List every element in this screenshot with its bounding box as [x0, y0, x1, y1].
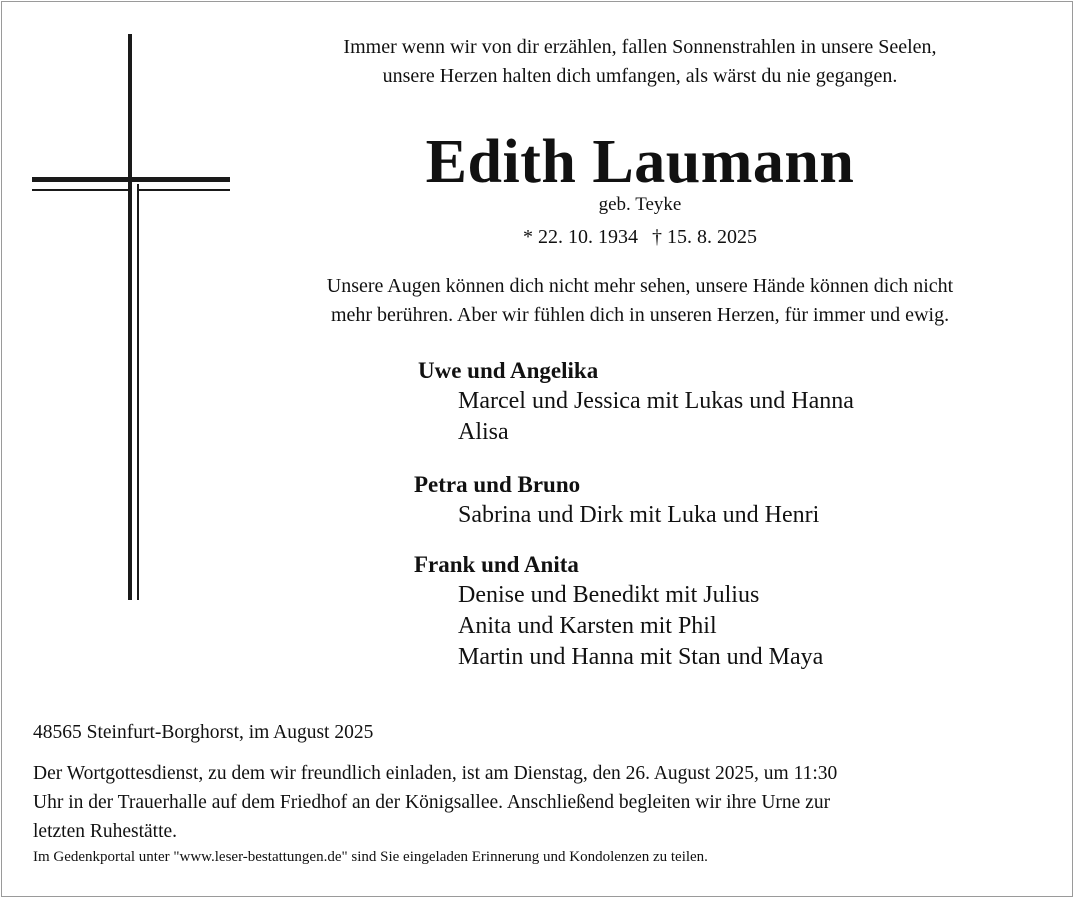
place-date: 48565 Steinfurt-Borghorst, im August 2025	[33, 722, 374, 743]
family-member: Alisa	[458, 419, 509, 445]
family-group	[414, 356, 1034, 448]
family-member: Denise und Benedikt mit Julius	[458, 582, 760, 608]
family-member: Sabrina und Dirk mit Luka und Henri	[458, 502, 820, 528]
opening-quote-line: Immer wenn wir von dir erzählen, fallen Sonnenstrahlen in unsere Seelen,	[343, 36, 937, 58]
family-group	[414, 550, 1034, 673]
closing-quote	[240, 272, 1040, 330]
family-head: Frank und Anita	[414, 552, 579, 577]
service-line: Uhr in der Trauerhalle auf dem Friedhof an der Königsallee. Anschließend begleiten wir ihre Urne zur	[33, 792, 831, 813]
family-head: Uwe und Angelika	[418, 358, 599, 383]
family-member: Martin und Hanna mit Stan und Maya	[458, 644, 824, 670]
life-dates	[240, 224, 1040, 250]
deceased-name: Edith Laumann	[425, 128, 855, 196]
birth-name: geb. Teyke	[598, 194, 682, 215]
service-line: Der Wortgottesdienst, zu dem wir freundlich einladen, ist am Dienstag, den 26. August 2025, um 11:30	[33, 763, 838, 784]
family-group	[414, 470, 1034, 531]
opening-quote-line: unsere Herzen halten dich umfangen, als wärst du nie gegangen.	[382, 65, 898, 87]
family-member: Marcel und Jessica mit Lukas und Hanna	[458, 388, 854, 414]
family-head: Petra und Bruno	[414, 472, 581, 497]
closing-quote-line: mehr berühren. Aber wir fühlen dich in unseren Herzen, für immer und ewig.	[330, 304, 950, 326]
family-member: Anita und Karsten mit Phil	[458, 613, 717, 639]
opening-quote	[240, 33, 1040, 91]
service-info	[33, 759, 1043, 846]
birth-date: * 22. 10. 1934	[523, 226, 638, 248]
cross-icon	[32, 34, 232, 600]
portal-note: Im Gedenkportal unter "www.leser-bestattungen.de" sind Sie eingeladen Erinnerung und Kondolenzen zu teilen.	[33, 849, 708, 865]
service-line: letzten Ruhestätte.	[33, 821, 178, 842]
death-date: † 15. 8. 2025	[652, 226, 757, 248]
closing-quote-line: Unsere Augen können dich nicht mehr sehen, unsere Hände können dich nicht	[326, 275, 954, 297]
